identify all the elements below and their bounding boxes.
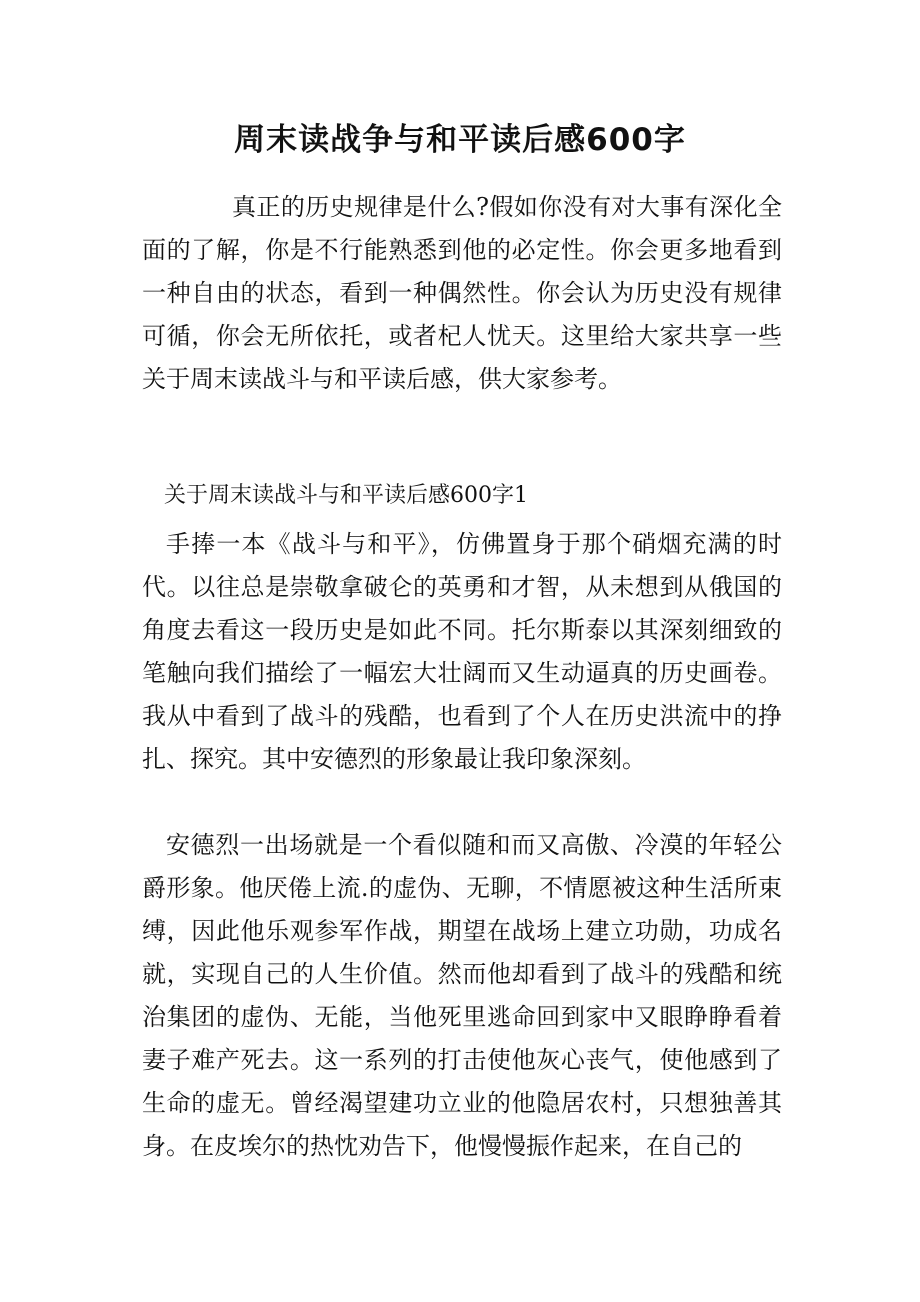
body-paragraph-1: 手捧一本《战斗与和平》，仿佛置身于那个硝烟充满的时代。以往总是崇敬拿破仑的英勇和才智，从未想到从俄国的角度去看这一段历史是如此不同。托尔斯泰以其深刻细致的笔触向我们描绘了一幅宏大壮阔而又生动逼真的历史画卷。我从中看到了战斗的残酷，也看到了个人在历史洪流中的挣扎、探究。其中安德烈的形象最让我印象深刻。 (142, 530, 782, 773)
document-title: 周末读战争与和平读后感600字 (234, 122, 686, 158)
intro-paragraph: 真正的历史规律是什么?假如你没有对大事有深化全面的了解，你是不行能熟悉到他的必定性。你会更多地看到一种自由的状态，看到一种偶然性。你会认为历史没有规律可循，你会无所依托，或者杞人忧天。这里给大家共享一些关于周末读战斗与和平读后感，供大家参考。 (142, 193, 782, 393)
section-heading: 关于周末读战斗与和平读后感600字1 (164, 483, 528, 508)
body-paragraph-2: 安德烈一出场就是一个看似随和而又高傲、冷漠的年轻公爵形象。他厌倦上流.的虚伪、无聊，不情愿被这种生活所束缚，因此他乐观参军作战，期望在战场上建立功勋，功成名就，实现自己的人生价值。然而他却看到了战斗的残酷和统治集团的虚伪、无能，当他死里逃命回到家中又眼睁睁看着妻子难产死去。这一系列的打击使他灰心丧气，使他感到了生命的虚无。曾经渴望建功立业的他隐居农村，只想独善其身。在皮埃尔的热忱劝告下，他慢慢振作起来，在自己的 (142, 831, 782, 1160)
